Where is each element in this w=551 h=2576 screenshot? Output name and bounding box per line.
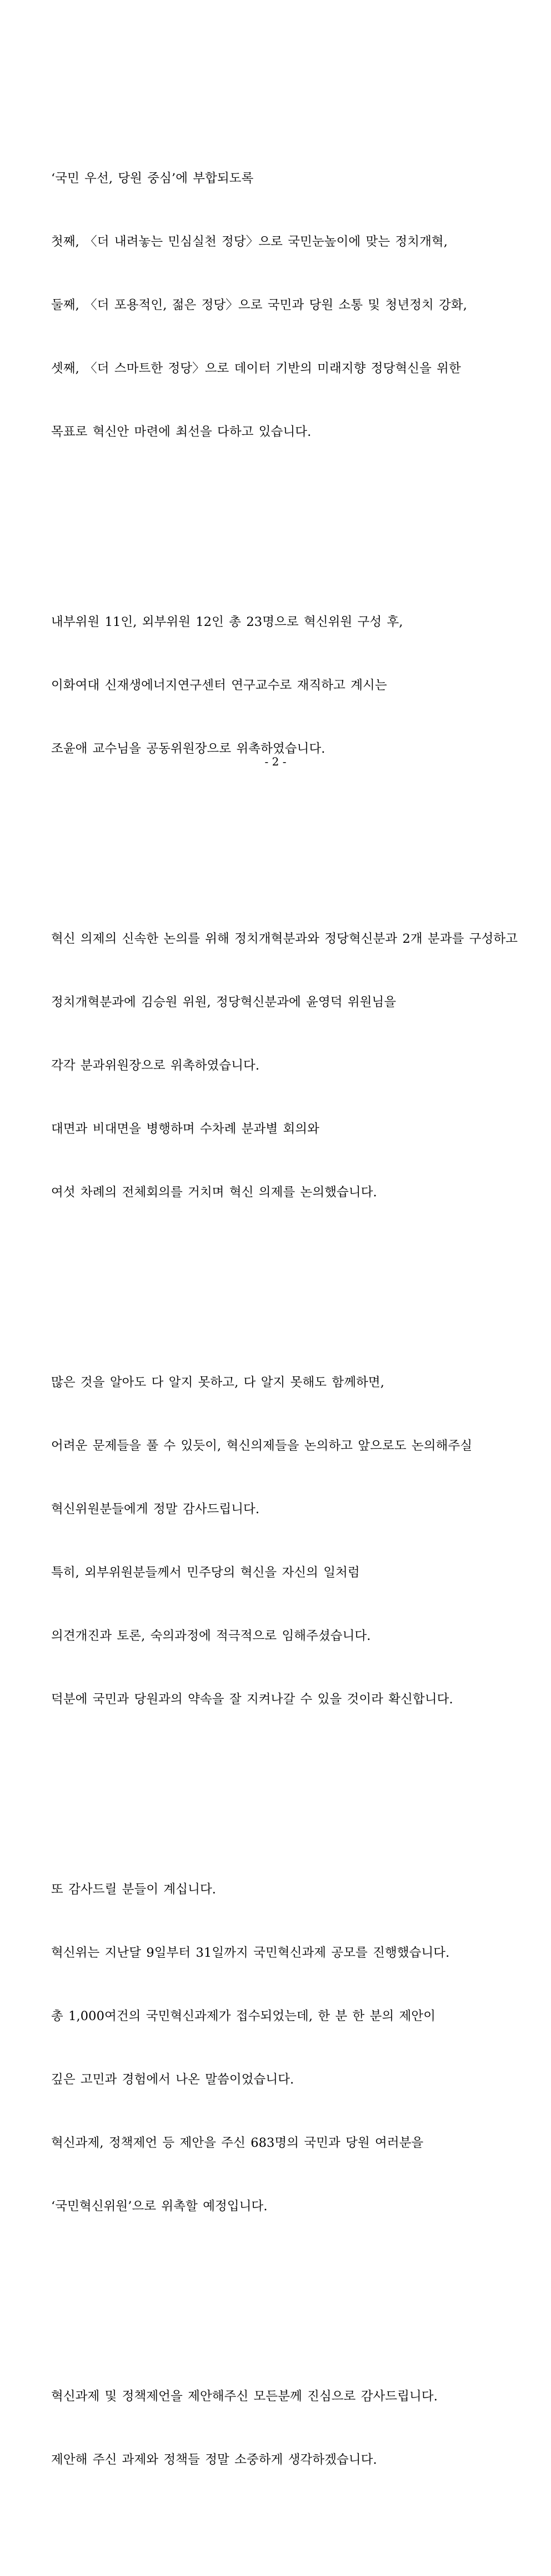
text-line: 총 1,000여건의 국민혁신과제가 접수되었는데, 한 분 한 분의 제안이 [51, 2009, 436, 2023]
text-line: 혁신위는 지난달 9일부터 31일까지 국민혁신과제 공모를 진행했습니다. [51, 1946, 450, 1960]
paragraph [51, 2344, 500, 2513]
text-line: 조윤애 교수님을 공동위원장으로 위촉하였습니다. [51, 742, 325, 756]
text-line: 특히, 외부위원분들께서 민주당의 혁신을 자신의 일처럼 [51, 1565, 360, 1580]
paragraph [51, 1837, 500, 2259]
text-line: 제안해 주신 과제와 정책들 정말 소중하게 생각하겠습니다. [51, 2453, 377, 2467]
text-line: 어려운 문제들을 풀 수 있듯이, 혁신의제들을 논의하고 앞으로도 논의해주실 [51, 1439, 473, 1453]
text-line: 혁신위원분들에게 정말 감사드립니다. [51, 1502, 260, 1516]
text-line: 내부위원 11인, 외부위원 12인 총 23명으로 혁신위원 구성 후, [51, 615, 403, 629]
text-line: 혁신과제, 정책제언 등 제안을 주신 683명의 국민과 당원 여러분을 [51, 2136, 424, 2150]
text-line: 둘째, 〈더 포용적인, 젊은 정당〉으로 국민과 당원 소통 및 청년정치 강화, [51, 298, 468, 312]
text-line: 깊은 고민과 경험에서 나온 말씀이었습니다. [51, 2072, 294, 2087]
paragraph [51, 1330, 500, 1752]
text-line: 첫째, 〈더 내려놓는 민심실천 정당〉으로 국민눈높이에 맞는 정치개혁, [51, 235, 448, 249]
text-line: ‘국민 우선, 당원 중심’에 부합되도록 [51, 171, 254, 186]
text-line: 셋째, 〈더 스마트한 정당〉으로 데이터 기반의 미래지향 정당혁신을 위한 [51, 361, 461, 376]
text-line: 많은 것을 알아도 다 알지 못하고, 다 알지 못해도 함께하면, [51, 1375, 384, 1390]
text-line: 각각 분과위원장으로 위촉하였습니다. [51, 1058, 260, 1073]
text-line: 이화여대 신재생에너지연구센터 연구교수로 재직하고 계시는 [51, 678, 387, 693]
text-line: 혁신 의제의 신속한 논의를 위해 정치개혁분과와 정당혁신분과 2개 분과를 구성하고 [51, 932, 518, 946]
paragraph [51, 126, 500, 485]
text-line: 의견개진과 토론, 숙의과정에 적극적으로 임해주셨습니다. [51, 1629, 371, 1643]
text-line: 여섯 차례의 전체회의를 거치며 혁신 의제를 논의했습니다. [51, 1185, 377, 1200]
text-line: 정치개혁분과에 김승원 위원, 정당혁신분과에 윤영덕 위원님을 [51, 995, 397, 1009]
text-line: 대면과 비대면을 병행하며 수차례 분과별 회의와 [51, 1122, 319, 1136]
text-line: 덕분에 국민과 당원과의 약속을 잘 지켜나갈 수 있을 것이라 확신합니다. [51, 1692, 453, 1707]
text-line: ‘국민혁신위원’으로 위촉할 예정입니다. [51, 2199, 268, 2214]
text-line: 혁신과제 및 정책제언을 제안해주신 모든분께 진심으로 감사드립니다. [51, 2389, 438, 2404]
text-line: 목표로 혁신안 마련에 최선을 다하고 있습니다. [51, 425, 312, 439]
paragraph [51, 886, 518, 1245]
text-line: 또 감사드릴 분들이 계십니다. [51, 1882, 217, 1897]
page-number: - 2 - [264, 755, 287, 768]
document-body [51, 62, 518, 2576]
